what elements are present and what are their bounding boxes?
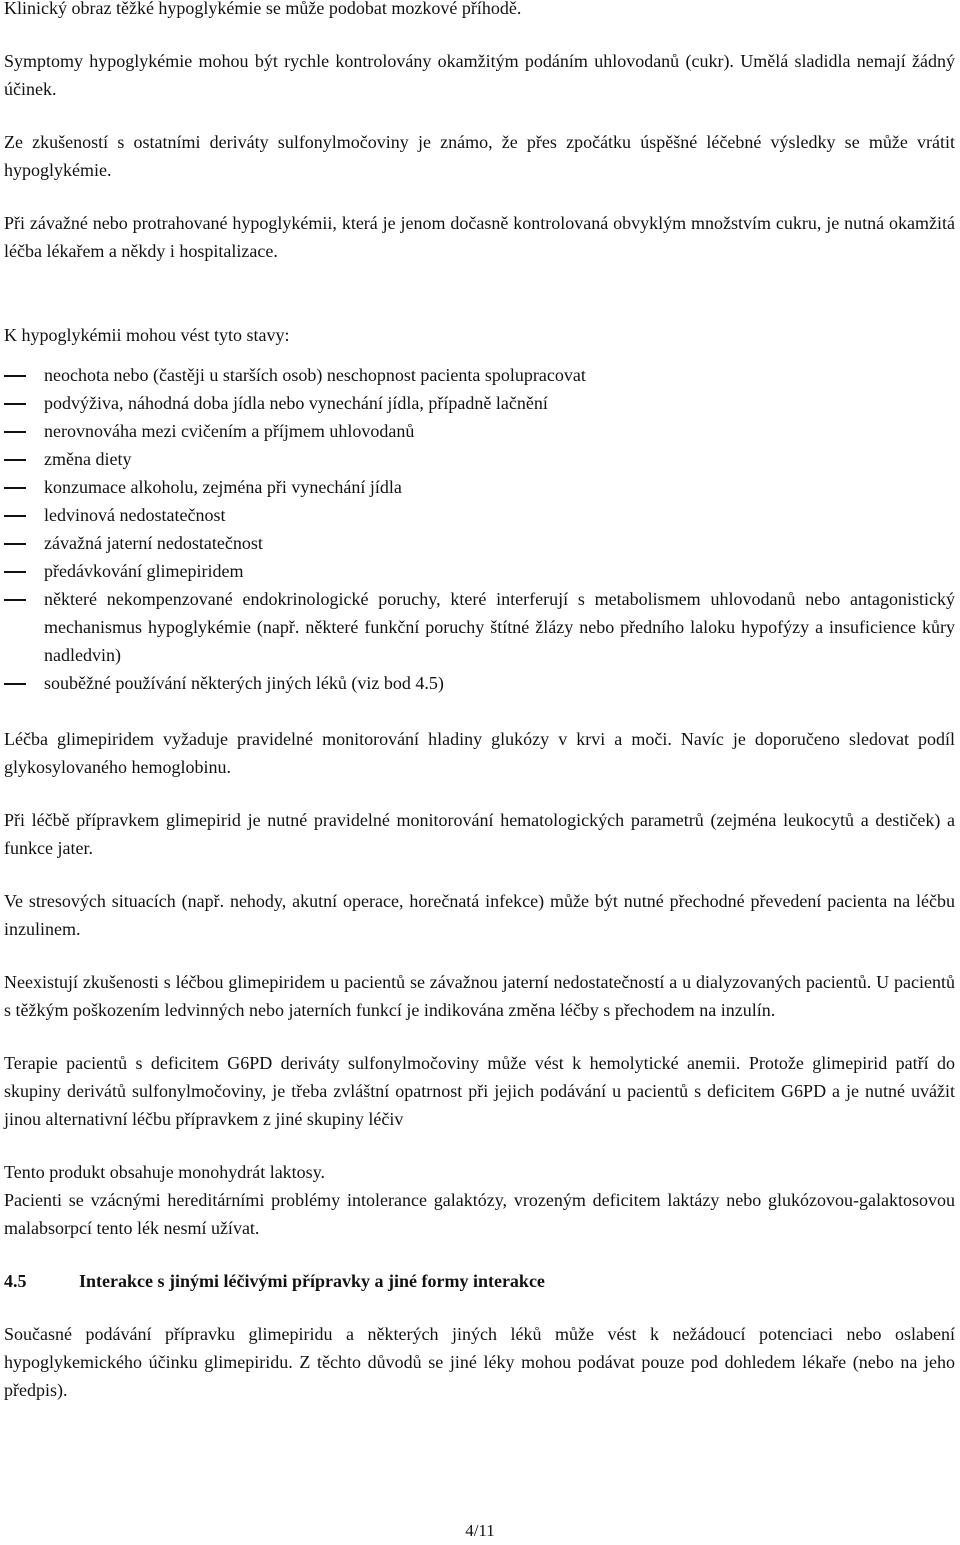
paragraph-lactose-warning: Pacienti se vzácnými hereditárními problémy intolerance galaktózy, vrozeným deficitem laktázy nebo glukózovou-galaktosovou malabsorpcí tento lék nesmí užívat. xyxy=(4,1190,955,1238)
risk-factor-list xyxy=(4,361,955,697)
paragraph-glucose-monitoring: Léčba glimepiridem vyžaduje pravidelné monitorování hladiny glukózy v krvi a moči. Navíc je doporučeno sledovat podíl glykosylovaného hemoglobinu. xyxy=(4,729,955,777)
list-item: změna diety xyxy=(4,445,955,473)
paragraph-sulfonylurea-experience: Ze zkušeností s ostatními deriváty sulfonylmočoviny je známo, že přes zpočátku úspěšné léčebné výsledky se může vrátit hypoglykémie. xyxy=(4,132,955,180)
paragraph-severe-hypoglycemia: Při závažné nebo protrahované hypoglykémii, která je jenom dočasně kontrolovaná obvyklým množstvím cukru, je nutná okamžitá léčba lékařem a někdy i hospitalizace. xyxy=(4,213,955,261)
list-item: ledvinová nedostatečnost xyxy=(4,501,955,529)
paragraph-interactions: Současné podávání přípravku glimepiridu a některých jiných léků může vést k nežádoucí potenciaci nebo oslabení hypoglykemického účinku glimepiridu. Z těchto důvodů se jiné léky mohou podávat pouze pod dohledem lékaře (nebo na jeho předpis). xyxy=(4,1324,955,1400)
list-intro: K hypoglykémii mohou vést tyto stavy: xyxy=(4,325,290,345)
paragraph-lactose-content: Tento produkt obsahuje monohydrát laktosy. xyxy=(4,1162,326,1182)
list-item: nerovnováha mezi cvičením a příjmem uhlovodanů xyxy=(4,417,955,445)
list-item: konzumace alkoholu, zejména při vynechání jídla xyxy=(4,473,955,501)
list-item: předávkování glimepiridem xyxy=(4,557,955,585)
page-number: 4/11 xyxy=(465,1521,495,1540)
section-heading xyxy=(4,1267,955,1295)
section-number: 4.5 xyxy=(4,1271,27,1291)
paragraph-hypoglycemia-control: Symptomy hypoglykémie mohou být rychle kontrolovány okamžitým podáním uhlovodanů (cukr). Umělá sladidla nemají žádný účinek. xyxy=(4,51,955,99)
list-item: souběžné používání některých jiných léků (viz bod 4.5) xyxy=(4,669,955,697)
list-item: závažná jaterní nedostatečnost xyxy=(4,529,955,557)
paragraph-g6pd-deficiency: Terapie pacientů s deficitem G6PD deriváty sulfonylmočoviny může vést k hemolytické anemii. Protože glimepirid patří do skupiny derivátů sulfonylmočoviny, je třeba zvláštní opatrnost při jejich podávání u pacientů s deficitem G6PD a je nutné uvážit jinou alternativní léčbu přípravkem z jiné skupiny léčiv xyxy=(4,1053,955,1129)
paragraph-hepatic-renal: Neexistují zkušenosti s léčbou glimepiridem u pacientů se závažnou jaterní nedostatečností a u dialyzovaných pacientů. U pacientů s těžkým poškozením ledvinných nebo jaterních funkcí je indikována změna léčby s přechodem na inzulín. xyxy=(4,972,955,1020)
list-item: podvýživa, náhodná doba jídla nebo vynechání jídla, případně lačnění xyxy=(4,389,955,417)
paragraph-stress-situations: Ve stresových situacích (např. nehody, akutní operace, horečnatá infekce) může být nutné přechodné převedení pacienta na léčbu inzulinem. xyxy=(4,891,955,939)
paragraph-hematology-monitoring: Při léčbě přípravkem glimepirid je nutné pravidelné monitorování hematologických parametrů (zejména leukocytů a destiček) a funkce jater. xyxy=(4,810,955,858)
section-title: Interakce s jinými léčivými přípravky a jiné formy interakce xyxy=(79,1271,545,1291)
document-page xyxy=(4,0,955,1404)
list-item: neochota nebo (častěji u starších osob) neschopnost pacienta spolupracovat xyxy=(4,361,955,389)
paragraph-stroke-symptom: Klinický obraz těžké hypoglykémie se může podobat mozkové příhodě. xyxy=(4,0,522,18)
list-item: některé nekompenzované endokrinologické poruchy, které interferují s metabolismem uhlovodanů nebo antagonistický mechanismus hypoglykémie (např. některé funkční poruchy štítné žlázy nebo předního laloku hypofýzy a insuficience kůry nadledvin) xyxy=(4,585,955,669)
